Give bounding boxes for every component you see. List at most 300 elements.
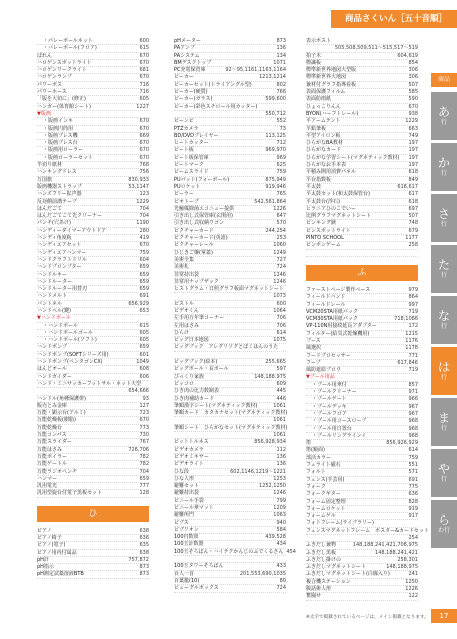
entry-page: 1176 — [405, 337, 418, 344]
entry-name: フィルター(給気式乾燥機用) — [306, 330, 370, 337]
entry-name: 標識板 — [306, 59, 322, 66]
entry-page: 1229 — [405, 118, 418, 125]
entry-page: 197 — [408, 162, 418, 169]
index-entry — [174, 447, 286, 454]
entry-name: ハンドポンプ(SOFTシリーズ用) — [37, 351, 109, 358]
entry-name: VCM30STA用紙パック — [306, 316, 358, 323]
entry-page: 656,929 — [128, 300, 149, 307]
entry-name: ヒラニアひのこでいー — [306, 205, 357, 212]
entry-name: ハンドプロンプター — [37, 264, 82, 271]
entry-name: ビデオカメラ — [174, 446, 204, 453]
entry-name: ビッコロ — [174, 380, 194, 387]
entry-page: 670 — [139, 125, 149, 132]
index-entry — [306, 542, 418, 549]
entry-name: ハンキングドレス — [37, 169, 77, 176]
kana-tab-さ[interactable] — [431, 194, 457, 242]
entry-page: 551 — [408, 462, 418, 469]
index-entry — [174, 155, 286, 162]
entry-name: ・プール用傘付 — [312, 381, 347, 388]
kana-tab-ま[interactable] — [431, 398, 457, 446]
entry-page: 635 — [139, 542, 149, 549]
entry-name: 筆順漢字シート(マグネティック教材) — [174, 402, 258, 409]
index-entry — [174, 366, 286, 373]
entry-name: パワーポス — [37, 81, 63, 88]
entry-name: ・版画インキ — [43, 118, 74, 125]
entry-name: ビッグボール・長ボール — [174, 366, 229, 373]
index-column-2 — [174, 38, 296, 603]
entry-page: 434 — [276, 541, 286, 548]
entry-page: 604,619 — [397, 52, 418, 59]
entry-name: 標準新世界地図大型版 — [306, 67, 357, 74]
index-entry — [37, 388, 149, 395]
index-entry — [306, 191, 418, 198]
index-entry — [306, 169, 418, 176]
index-entry — [37, 337, 149, 344]
entry-page: 873 — [276, 38, 286, 44]
index-entry — [37, 250, 149, 257]
entry-name: PUロケット — [174, 183, 201, 190]
index-entry — [174, 323, 286, 330]
index-entry — [174, 272, 286, 279]
entry-name: ・パレーボールネット — [43, 38, 93, 44]
entry-page: 1061 — [273, 432, 286, 439]
entry-page: 617,846 — [397, 359, 418, 366]
entry-name: 標準新世界大地図 — [306, 74, 347, 81]
entry-name: ブース — [306, 337, 321, 344]
kana-tab-あ[interactable] — [431, 92, 457, 140]
entry-name: BD/DVDプレイヤー — [174, 132, 219, 139]
entry-page: 704 — [139, 205, 149, 212]
index-entry — [174, 67, 286, 74]
kana-tab-な[interactable] — [431, 296, 457, 344]
index-entry — [174, 126, 286, 133]
entry-name: ・版画ローラーセット — [43, 154, 93, 161]
index-entry — [174, 74, 286, 81]
entry-page: 966 — [408, 396, 418, 403]
entry-name: フィールドバンド — [306, 294, 346, 301]
entry-page: 1213,1214 — [258, 74, 286, 81]
index-entry — [37, 396, 149, 403]
entry-name: ▼プール用品 — [306, 374, 335, 381]
entry-name: ピアノ用内付属品 — [37, 549, 77, 556]
entry-name: 汎用電光 — [37, 483, 58, 490]
entry-page: 148,188,975 — [386, 564, 418, 571]
entry-name: 比例グラフマグネットシート — [306, 213, 371, 220]
entry-page: 1227 — [136, 103, 149, 110]
entry-page: 606 — [139, 373, 149, 380]
index-entry — [174, 476, 286, 483]
index-entry — [37, 147, 149, 154]
index-entry — [174, 53, 286, 60]
tab-row-label: 行 — [440, 425, 447, 432]
index-entry — [306, 396, 418, 403]
entry-name: 奮闘せ — [306, 593, 322, 600]
entry-page: 979 — [408, 286, 418, 293]
entry-name: ・プール用日置台 — [312, 425, 352, 432]
entry-name: フォームロケット — [306, 505, 346, 512]
entry-page: 112 — [276, 446, 286, 453]
entry-name: フォルト — [306, 469, 326, 476]
entry-page: 148,188,241,421,708,975 — [352, 542, 418, 549]
entry-name: フードプロセッサー — [306, 352, 351, 359]
entry-name: 平積み開用消費パネル — [306, 169, 357, 176]
index-entry — [174, 461, 286, 468]
entry-name: ハンディ角度板 — [37, 235, 72, 242]
entry-name: ・プール用コースロープ — [312, 418, 367, 425]
entry-name: ピアノ椅子 — [37, 535, 62, 541]
entry-page: 306 — [408, 74, 418, 81]
entry-page: 766 — [276, 89, 286, 96]
entry-name: pH計 — [37, 556, 49, 563]
entry-page: 724 — [276, 264, 286, 271]
index-entry — [174, 235, 286, 242]
entry-name: 左手用万年筆コーナー — [174, 315, 225, 322]
tab-row-label: 行 — [440, 221, 447, 228]
entry-name: ハンドルーター用替刃 — [37, 286, 88, 293]
entry-page: 670 — [139, 118, 149, 125]
entry-page: 704 — [139, 468, 149, 475]
entry-name — [306, 250, 415, 256]
entry-name: ・プールデッキ — [312, 403, 347, 410]
entry-name: 平アームテント — [306, 118, 341, 125]
index-entry — [174, 177, 286, 184]
entry-name: ビーカー — [174, 74, 194, 81]
index-entry — [174, 563, 286, 570]
index-entry — [174, 301, 286, 308]
entry-name — [306, 535, 405, 541]
entry-page: 570 — [276, 220, 286, 227]
entry-name: ハンドポンプ(ペンタゴンCX) — [37, 359, 103, 366]
index-entry — [37, 323, 149, 330]
page-header — [0, 0, 457, 33]
entry-page: 53,1147 — [128, 183, 149, 190]
entry-name: ハンディエアハンマー — [37, 249, 87, 256]
entry-page: 768 — [139, 162, 149, 169]
index-entry — [306, 499, 418, 506]
entry-page: 697 — [408, 205, 418, 212]
entry-name: 万能ゲートル — [37, 461, 68, 468]
entry-name: 避難セット — [174, 483, 200, 490]
index-entry — [306, 571, 418, 578]
index-entry — [306, 74, 418, 81]
entry-name: はんどオール — [37, 366, 67, 373]
entry-name: フェンスマグネットフレーム ポスター&カードセット — [306, 527, 429, 534]
entry-name: 半切り紙材 — [37, 162, 63, 169]
index-entry — [174, 38, 286, 45]
tab-row-label: 行 — [440, 374, 447, 381]
entry-page: 1226 — [273, 205, 286, 212]
index-entry — [174, 352, 286, 359]
entry-page: 704 — [139, 213, 149, 220]
entry-name: ふきだしマグネットシート(白線入り) — [306, 571, 390, 578]
entry-name — [174, 556, 283, 562]
index-entry — [174, 228, 286, 235]
index-entry — [37, 293, 149, 300]
entry-name: ビッグ日本地図 — [174, 337, 209, 344]
entry-name: 平台指数板 — [306, 176, 332, 183]
entry-name: ・プールリングラインイ — [312, 432, 367, 439]
entry-page: 782 — [139, 453, 149, 460]
index-entry — [174, 585, 286, 592]
entry-page: 614 — [276, 329, 286, 336]
index-entry — [306, 586, 418, 593]
entry-page: 1190 — [136, 220, 149, 227]
index-entry — [174, 169, 286, 176]
entry-page: 857 — [408, 381, 418, 388]
index-entry — [306, 374, 418, 381]
entry-page: 969,970 — [265, 147, 286, 154]
entry-name: 表示ポスト — [306, 38, 332, 44]
index-entry — [174, 162, 286, 169]
entry-name: 左用はさみ — [174, 322, 200, 329]
index-entry — [306, 147, 418, 154]
index-entry — [37, 301, 149, 308]
entry-page: 600 — [276, 300, 286, 307]
entry-name: ピクチャーカード — [174, 227, 214, 234]
entry-page: 670 — [139, 52, 149, 59]
entry-page: 1253 — [273, 475, 286, 482]
entry-name: ひじきご盤(掌蓋) — [174, 249, 213, 256]
entry-page: 679 — [408, 227, 418, 234]
entry-page: 1246 — [273, 271, 286, 278]
entry-page: 618,617 — [397, 183, 418, 190]
tab-kana: は — [437, 360, 450, 374]
index-entry — [37, 67, 149, 74]
entry-page: 1061 — [273, 417, 286, 424]
entry-name: 万国旗 — [37, 176, 53, 183]
index-entry — [306, 433, 418, 440]
entry-page: 552 — [276, 118, 286, 125]
entry-name: びっくり家族 — [174, 373, 205, 380]
entry-name: 笛 — [306, 440, 312, 447]
index-entry — [174, 45, 286, 52]
entry-name: ビットトルネス — [174, 439, 209, 446]
entry-page: 1071 — [273, 59, 286, 66]
index-entry — [174, 469, 286, 476]
entry-page: 659 — [139, 344, 149, 351]
tab-kana: さ — [437, 207, 450, 221]
entry-name: ・ハンドボール(ソフト) — [43, 337, 97, 344]
entry-page: 777 — [139, 483, 149, 490]
entry-name: 平太鼓台(浮石) — [306, 198, 340, 205]
index-entry — [37, 286, 149, 293]
entry-name: 百葉籠(10) — [174, 577, 200, 584]
entry-page: 670 — [139, 74, 149, 81]
index-entry — [174, 374, 286, 381]
entry-name: BYON(ハーフトレール) — [306, 110, 359, 117]
entry-page: 454 — [286, 548, 296, 555]
index-column-1 — [37, 38, 149, 603]
index-entry — [306, 477, 418, 484]
entry-page: 1063 — [273, 512, 286, 519]
entry-page: 757,872 — [128, 556, 149, 563]
entry-page: 748 — [408, 220, 418, 227]
entry-name: 兼材付グラフ指導看板 — [306, 81, 357, 88]
index-entry — [174, 220, 286, 227]
entry-page: 856,926,929 — [386, 440, 418, 447]
entry-page: 849 — [408, 176, 418, 183]
entry-name: ひらがな学習シート(マグネティック教材) — [306, 154, 400, 161]
entry-page: 938 — [408, 110, 418, 117]
entry-page: 873 — [139, 571, 149, 578]
index-entry — [174, 417, 286, 424]
entry-name: ・バレーボール(フロア) — [43, 45, 97, 52]
entry-page: 585 — [408, 89, 418, 96]
entry-page: 759 — [139, 249, 149, 256]
entry-name: 万能・顕示台(アルミ) — [37, 410, 86, 417]
entry-page: 724 — [276, 585, 286, 592]
entry-name: 引き出し式保管庫(玄関用) — [174, 213, 233, 220]
entry-name: 「版を大切に」(修正) — [37, 96, 86, 103]
index-entry — [306, 199, 418, 206]
entry-page: 670 — [139, 147, 149, 154]
index-entry — [37, 228, 149, 235]
entry-name: ビーカー(ガラス) — [174, 96, 213, 103]
entry-page: 775 — [408, 483, 418, 490]
tab-kana: か — [437, 156, 450, 170]
index-entry — [174, 315, 286, 322]
entry-page: 602,1146,1219～1221 — [230, 468, 286, 475]
entry-page: 968 — [408, 425, 418, 432]
index-entry — [37, 366, 149, 373]
entry-name: BMデスクトップ — [174, 59, 212, 66]
entry-name: ・版画円筒用 — [43, 125, 74, 132]
entry-name: ひらがなお手本表 — [306, 162, 347, 169]
tab-kana: あ — [437, 105, 450, 119]
tab-kana: ま — [437, 411, 450, 425]
entry-name: ハロゲンスポットライト — [37, 59, 92, 66]
entry-name: 版画機器ストラップ — [37, 183, 82, 190]
entry-name: 筆順カード カタカナセット(マグネティック教材) — [174, 410, 288, 417]
entry-name: ピアノ — [37, 527, 52, 534]
index-entry — [174, 111, 286, 118]
index-entry — [37, 45, 149, 52]
index-entry — [37, 469, 149, 476]
entry-name: フォームゲル — [306, 513, 336, 520]
index-entry — [306, 177, 418, 184]
entry-page: 670 — [139, 417, 149, 424]
kana-tab-ら[interactable] — [431, 500, 457, 548]
index-entry — [37, 344, 149, 351]
entry-name: ピーンピ — [174, 118, 194, 125]
index-entry — [174, 242, 286, 249]
entry-page: 759 — [408, 454, 418, 461]
entry-name: ハンドポンプ — [37, 344, 68, 351]
entry-name: 非常持出袋 — [174, 271, 200, 278]
entry-page: 681 — [139, 67, 149, 74]
entry-name: 万能スライダー — [37, 439, 72, 446]
entry-name: ビブリオン — [174, 526, 199, 533]
index-entry — [37, 315, 149, 322]
index-entry — [37, 374, 149, 381]
entry-name: PINTO SCHOOL — [306, 235, 344, 242]
index-entry — [174, 548, 296, 556]
entry-page: 439,528 — [265, 534, 286, 541]
entry-name: 万能乾燥板(樹脂) — [37, 417, 76, 424]
index-entry — [306, 462, 418, 469]
entry-page: 730 — [139, 432, 149, 439]
entry-name — [174, 352, 283, 358]
entry-name: 万能ラジオペンチ — [37, 468, 78, 475]
entry-name: ビッグブック アレグリソグとぼくはんのうた — [174, 344, 279, 351]
entry-page: 433 — [276, 563, 286, 570]
kana-section-header: ふ — [306, 265, 418, 281]
entry-page: 919,946 — [265, 183, 286, 190]
entry-page: 659 — [139, 278, 149, 285]
entry-name: ビート板 — [174, 147, 194, 154]
index-entry — [37, 38, 149, 45]
entry-name: パワーホース — [37, 89, 67, 96]
entry-page: 1178 — [405, 345, 418, 352]
index-entry — [306, 418, 418, 425]
index-entry — [306, 404, 418, 411]
index-entry — [174, 541, 286, 548]
entry-page: 670 — [139, 242, 149, 249]
tab-kana: な — [437, 309, 450, 323]
index-entry — [37, 126, 149, 133]
entry-name: 美術全集 — [174, 256, 195, 263]
entry-name: ハロゲンワークライト — [37, 67, 87, 74]
index-entry — [174, 82, 286, 89]
entry-name: バントネル — [37, 300, 62, 307]
entry-name: 百人一首 — [174, 570, 195, 577]
entry-page: 608 — [139, 366, 149, 373]
entry-name — [174, 432, 270, 438]
kana-tab-や[interactable] — [431, 449, 457, 497]
tab-kana: ら — [437, 513, 450, 527]
index-entry — [306, 506, 418, 513]
index-entry — [174, 425, 286, 432]
index-entry — [306, 579, 418, 586]
index-entry — [37, 461, 149, 468]
entry-name: 表面保護フィルム — [306, 89, 346, 96]
entry-page: 691 — [408, 476, 418, 483]
entry-name: ・プールクリーナー — [312, 389, 357, 396]
kana-tab-か[interactable] — [431, 143, 457, 191]
entry-name: フィールドレール — [306, 301, 346, 308]
index-entry — [174, 439, 286, 446]
entry-page: 659 — [139, 271, 149, 278]
entry-name: ・ハンドボールゴール — [43, 329, 93, 336]
entry-page: 1060 — [273, 242, 286, 249]
entry-page: 1061 — [273, 402, 286, 409]
index-entry — [174, 257, 286, 264]
entry-page: 244,254 — [265, 227, 286, 234]
entry-name: VP-110N用接続延長アダプター — [306, 323, 377, 330]
entry-name: 平鉛筆板 — [306, 125, 327, 132]
entry-name: ビーカー(硬質) — [174, 89, 208, 96]
entry-name: ハンドルキー — [37, 271, 68, 278]
entry-name: ピクチャーレール — [174, 242, 214, 249]
index-entry — [174, 490, 286, 497]
index-entry — [37, 417, 149, 424]
entry-name: 平太鼓 — [306, 183, 322, 190]
index-entry — [37, 82, 149, 89]
entry-page: 446 — [276, 395, 286, 402]
index-entry — [174, 286, 286, 293]
entry-name: はんだごて — [37, 205, 63, 212]
kana-tab-は[interactable] — [431, 347, 457, 395]
entry-page: 749 — [408, 132, 418, 139]
kana-tab-た[interactable] — [431, 245, 457, 293]
entry-name: VCM20STA用紙パック — [306, 308, 358, 315]
entry-page: 306 — [408, 67, 418, 74]
tab-kana: た — [437, 258, 450, 272]
entry-name: 万能はさみ — [37, 446, 63, 453]
entry-name: ビューグルボックス — [174, 585, 219, 592]
index-entry — [37, 74, 149, 81]
entry-name: ハンドベル(鍵) — [37, 307, 71, 314]
